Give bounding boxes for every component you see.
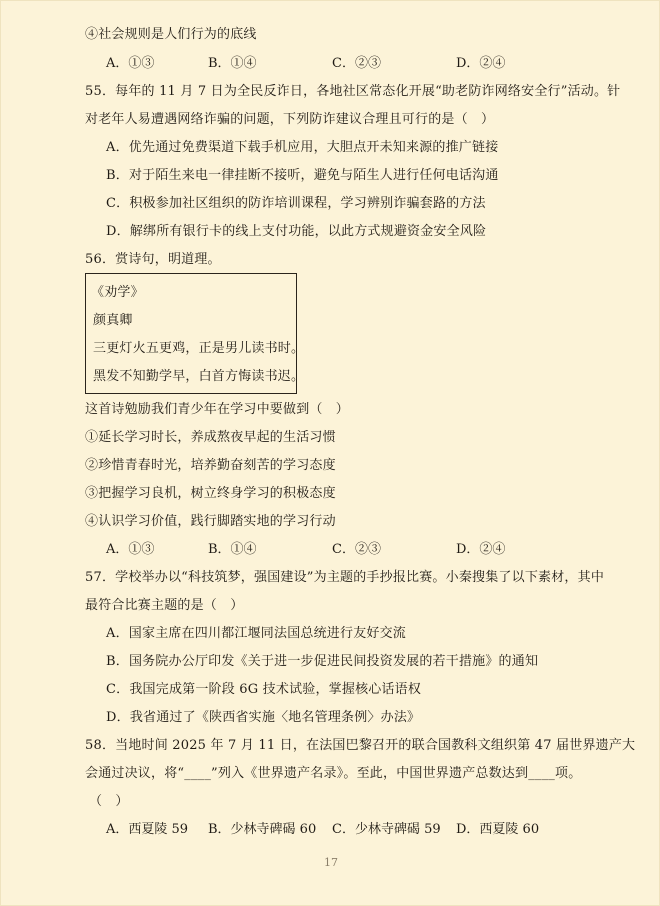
q55-stem-line1: 55．每年的 11 月 7 日为全民反诈日，各地社区常态化开展“助老防诈网络安全行”活动。针	[85, 84, 621, 99]
prev-option-c: C．②③	[332, 56, 381, 71]
prev-option-b: B．①④	[208, 56, 257, 71]
q56-option-c: C．②③	[332, 542, 381, 557]
q56-item-1: ①延长学习时长，养成熬夜早起的生活习惯	[85, 430, 336, 445]
q57-option-c: C．我国完成第一阶段 6G 技术试验，掌握核心话语权	[106, 682, 422, 697]
q55-option-b: B．对于陌生来电一律挂断不接听，避免与陌生人进行任何电话沟通	[106, 168, 499, 183]
prev-item-4: ④社会规则是人们行为的底线	[85, 27, 257, 42]
q56-option-a: A．①③	[106, 542, 155, 557]
q56-question: 这首诗勉励我们青少年在学习中要做到（ ）	[85, 402, 350, 417]
q56-option-b: B．①④	[208, 542, 257, 557]
q58-answer-bracket: （ ）	[89, 794, 129, 809]
q58-option-b: B．少林寺碑碣 60	[208, 822, 317, 837]
q58-option-a: A．西夏陵 59	[106, 822, 189, 837]
poem-line-1: 三更灯火五更鸡，正是男儿读书时。	[93, 341, 305, 356]
q57-option-d: D．我省通过了《陕西省实施〈地名管理条例〉办法》	[106, 710, 421, 725]
q58-stem-line2: 会通过决议，将“____”列入《世界遗产名录》。至此，中国世界遗产总数达到____项。	[85, 766, 582, 781]
q55-option-a: A．优先通过免费渠道下载手机应用，大胆点开未知来源的推广链接	[106, 140, 499, 155]
q58-stem-line1: 58．当地时间 2025 年 7 月 11 日，在法国巴黎召开的联合国教科文组织第 47 届世界遗产大	[85, 738, 636, 753]
page-number: 17	[324, 856, 338, 869]
q55-stem-line2: 对老年人易遭遇网络诈骗的问题，下列防诈建议合理且可行的是（ ）	[85, 112, 495, 127]
q56-item-2: ②珍惜青春时光，培养勤奋刻苦的学习态度	[85, 458, 336, 473]
poem-author: 颜真卿	[93, 313, 133, 328]
q55-option-c: C．积极参加社区组织的防诈培训课程，学习辨别诈骗套路的方法	[106, 196, 486, 211]
q57-option-a: A．国家主席在四川都江堰同法国总统进行友好交流	[106, 626, 406, 641]
q56-stem: 56．赏诗句，明道理。	[85, 252, 221, 267]
prev-option-a: A．①③	[106, 56, 155, 71]
q56-option-d: D．②④	[456, 542, 506, 557]
q55-option-d: D．解绑所有银行卡的线上支付功能，以此方式规避资金安全风险	[106, 224, 487, 239]
q57-option-b: B．国务院办公厅印发《关于进一步促进民间投资发展的若干措施》的通知	[106, 654, 539, 669]
poem-title: 《劝学》	[91, 285, 144, 300]
prev-option-d: D．②④	[456, 56, 506, 71]
q57-stem-line1: 57．学校举办以“科技筑梦，强国建设”为主题的手抄报比赛。小秦搜集了以下素材，其中	[85, 570, 605, 585]
q56-item-3: ③把握学习良机，树立终身学习的积极态度	[85, 486, 336, 501]
q58-option-c: C．少林寺碑碣 59	[332, 822, 441, 837]
poem-line-2: 黑发不知勤学早，白首方悔读书迟。	[93, 369, 305, 384]
q56-item-4: ④认识学习价值，践行脚踏实地的学习行动	[85, 514, 336, 529]
q58-option-d: D．西夏陵 60	[456, 822, 540, 837]
q57-stem-line2: 最符合比赛主题的是（ ）	[85, 598, 244, 613]
